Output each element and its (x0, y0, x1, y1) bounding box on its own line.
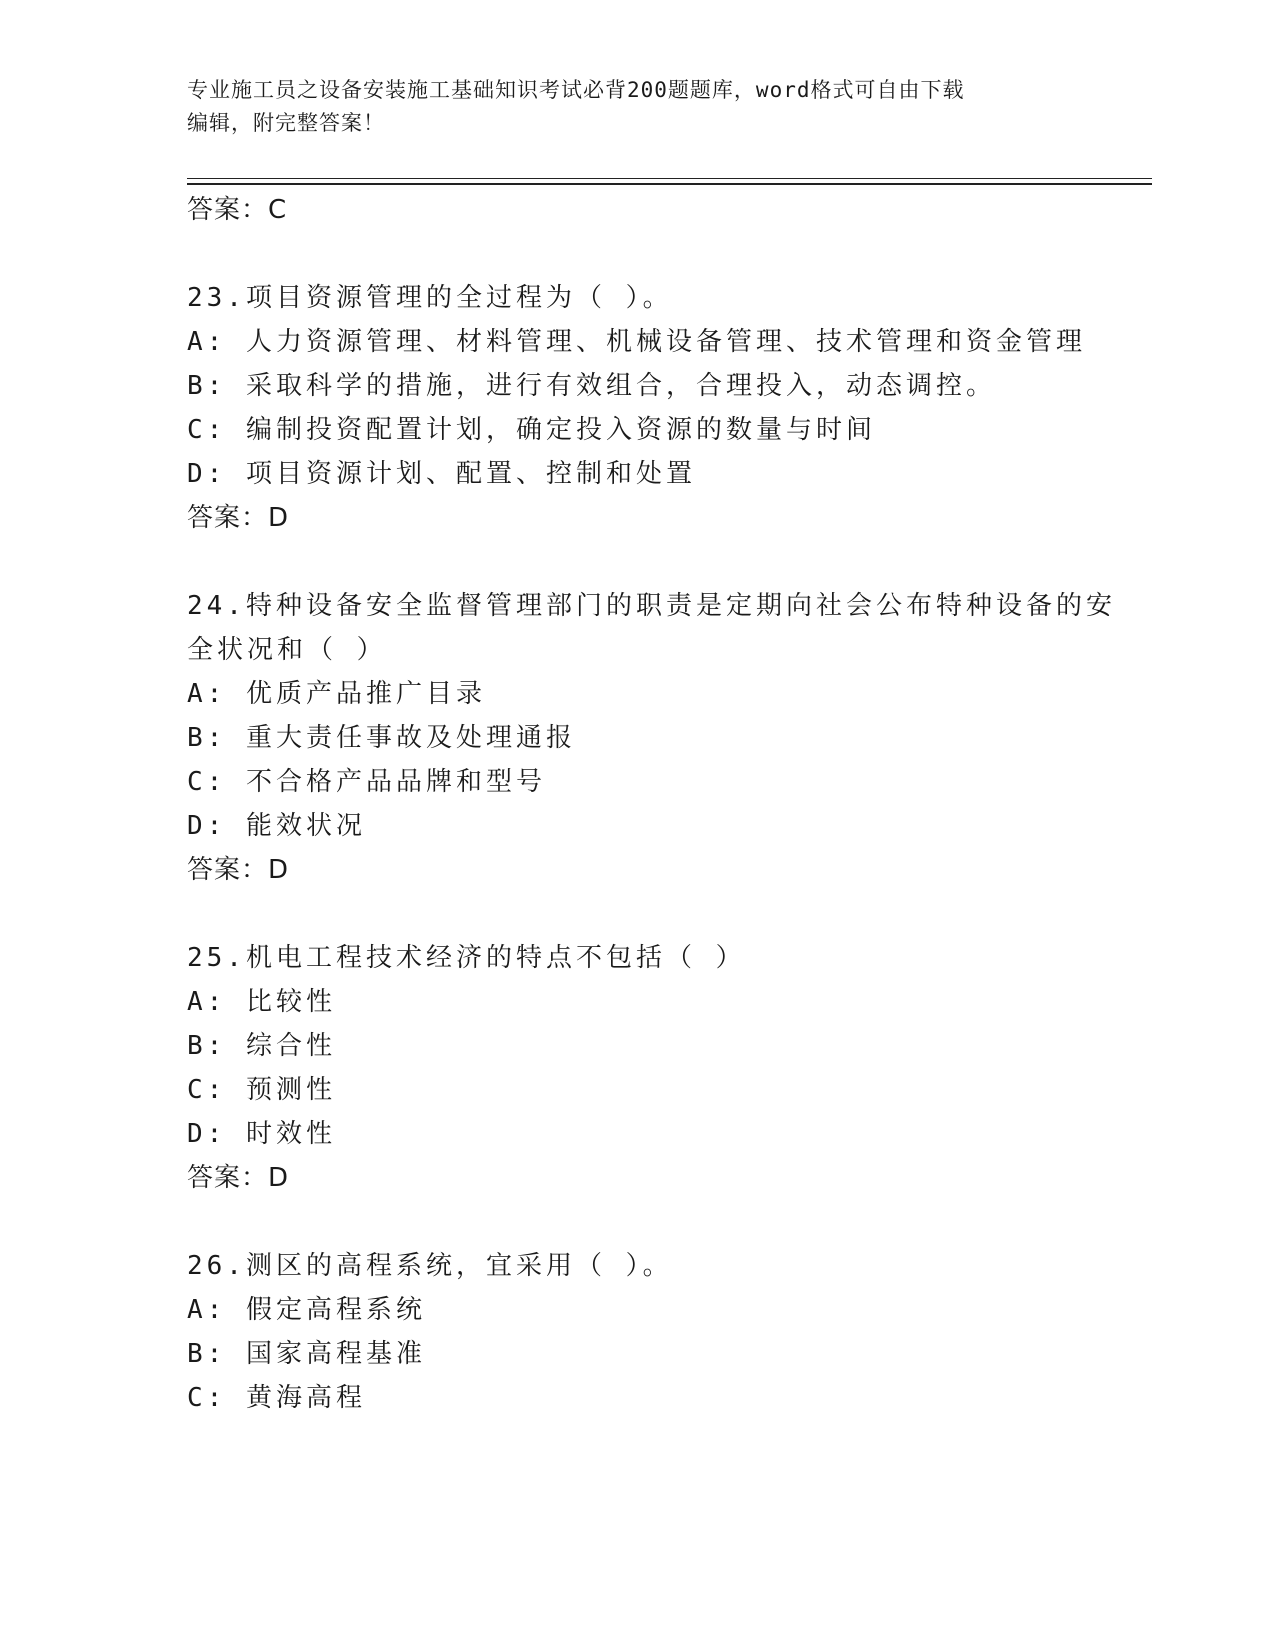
question-23-option-d: D: 项目资源计划、配置、控制和处置 (187, 459, 696, 489)
header-divider-bottom (187, 183, 1152, 185)
question-25-option-a: A: 比较性 (187, 987, 336, 1017)
document-header (187, 74, 1067, 140)
question-26-option-a: A: 假定高程系统 (187, 1295, 426, 1325)
question-23-option-c: C: 编制投资配置计划，确定投入资源的数量与时间 (187, 415, 876, 445)
answer-22: 答案：C (187, 195, 288, 225)
header-divider-top (187, 178, 1152, 179)
question-24-answer: 答案：D (187, 855, 290, 885)
question-25-stem: 25.机电工程技术经济的特点不包括（ ） (187, 943, 746, 973)
question-25-answer: 答案：D (187, 1163, 290, 1193)
question-24-option-c: C: 不合格产品品牌和型号 (187, 767, 546, 797)
question-25-option-d: D: 时效性 (187, 1119, 336, 1149)
question-26-option-c: C: 黄海高程 (187, 1383, 366, 1413)
header-line-2: 编辑，附完整答案！ (187, 111, 385, 135)
question-26-stem: 26.测区的高程系统，宜采用（ ）。 (187, 1251, 673, 1281)
question-23-option-a: A: 人力资源管理、材料管理、机械设备管理、技术管理和资金管理 (187, 327, 1086, 357)
question-24-stem-line-1: 24.特种设备安全监督管理部门的职责是定期向社会公布特种设备的安 (187, 591, 1116, 621)
question-24-option-a: A: 优质产品推广目录 (187, 679, 486, 709)
question-25-option-b: B: 综合性 (187, 1031, 336, 1061)
question-23-answer: 答案：D (187, 503, 290, 533)
question-24-stem-line-2: 全状况和（ ） (187, 635, 387, 665)
question-26-option-b: B: 国家高程基准 (187, 1339, 426, 1369)
header-line-1: 专业施工员之设备安装施工基础知识考试必背200题题库，word格式可自由下载 (187, 78, 965, 102)
question-23-stem: 23.项目资源管理的全过程为（ ）。 (187, 283, 673, 313)
question-25-option-c: C: 预测性 (187, 1075, 336, 1105)
question-24-option-d: D: 能效状况 (187, 811, 366, 841)
question-23-option-b: B: 采取科学的措施，进行有效组合，合理投入，动态调控。 (187, 371, 996, 401)
question-24-option-b: B: 重大责任事故及处理通报 (187, 723, 576, 753)
